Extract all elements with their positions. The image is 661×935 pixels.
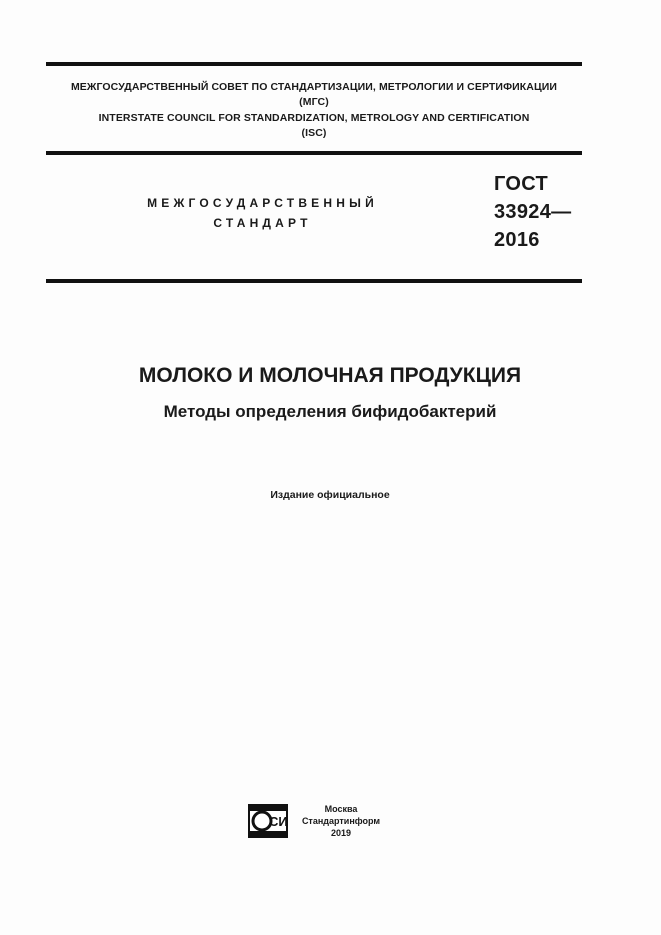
council-en-name: INTERSTATE COUNCIL FOR STANDARDIZATION, METROLOGY AND CERTIFICATION	[98, 112, 530, 124]
publisher-block	[296, 803, 386, 839]
document-title: МОЛОКО И МОЛОЧНАЯ ПРОДУКЦИЯ	[138, 364, 522, 387]
council-en	[46, 111, 582, 141]
gost-prefix: ГОСТ	[494, 173, 548, 195]
gost-designation	[494, 170, 571, 254]
council-ru-name: МЕЖГОСУДАРСТВЕННЫЙ СОВЕТ ПО СТАНДАРТИЗАЦИИ, МЕТРОЛОГИИ И СЕРТИФИКАЦИИ	[70, 81, 558, 93]
standard-type	[120, 193, 405, 233]
top-rule	[46, 62, 582, 66]
standard-type-line2: СТАНДАРТ	[213, 216, 312, 230]
bottom-rule	[46, 279, 582, 283]
publisher-city: Москва	[324, 804, 358, 814]
council-ru-abbr: (МГС)	[299, 96, 329, 108]
document-subtitle: Методы определения бифидобактерий	[163, 402, 497, 421]
gost-year: 2016	[494, 229, 540, 251]
publisher-year: 2019	[330, 828, 352, 838]
council-ru	[46, 80, 582, 110]
logo-letters: СИ	[269, 814, 288, 829]
standartinform-logo	[248, 804, 288, 838]
council-en-abbr: (ISC)	[301, 127, 327, 139]
standard-type-line1: МЕЖГОСУДАРСТВЕННЫЙ	[147, 196, 378, 210]
publisher-name: Стандартинформ	[301, 816, 381, 826]
middle-rule	[46, 151, 582, 155]
gost-number: 33924—	[494, 201, 572, 223]
edition-label: Издание официальное	[270, 489, 390, 501]
